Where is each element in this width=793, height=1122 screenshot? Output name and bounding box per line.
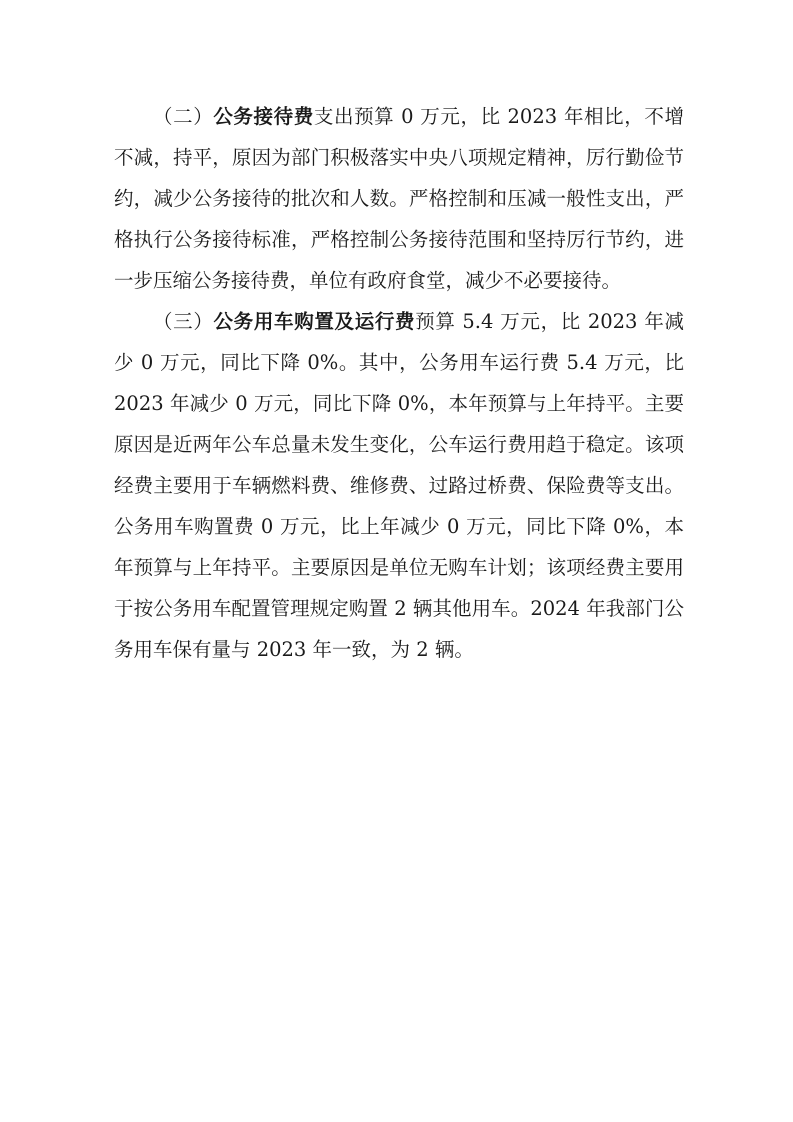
paragraph-reception-expenses [114,96,684,301]
paragraph-heading: 公务接待费 [213,105,314,128]
paragraph-prefix: （三） [153,310,214,333]
paragraph-prefix: （二） [153,105,214,128]
paragraph-heading: 公务用车购置及运行费 [213,310,416,333]
paragraph-vehicle-expenses [114,301,684,670]
paragraph-body: 支出预算 0 万元，比 2023 年相比，不增不减，持平，原因为部门积极落实中央八项规定精神，厉行勤俭节约，减少公务接待的批次和人数。严格控制和压减一般性支出，严格执行公务接待标准，严格控制公务接待范围和坚持厉行节约，进一步压缩公务接待费，单位有政府食堂，减少不必要接待。 [114,105,684,292]
paragraph-body: 预算 5.4 万元，比 2023 年减少 0 万元，同比下降 0%。其中，公务用车运行费 5.4 万元，比 2023 年减少 0 万元，同比下降 0%，本年预算与上年持平。主要原因是近两年公车总量未发生变化，公车运行费用趋于稳定。该项经费主要用于车辆燃料费、维修费、过路过桥费、保险费等支出。公务用车购置费 0 万元，比上年减少 0 万元，同比下降 0%，本年预算与上年持平。主要原因是单位无购车计划；该项经费主要用于按公务用车配置管理规定购置 2 辆其他用车。2024 年我部门公务用车保有量与 2023 年一致，为 2 辆。 [114,310,684,661]
document-body [114,96,684,670]
